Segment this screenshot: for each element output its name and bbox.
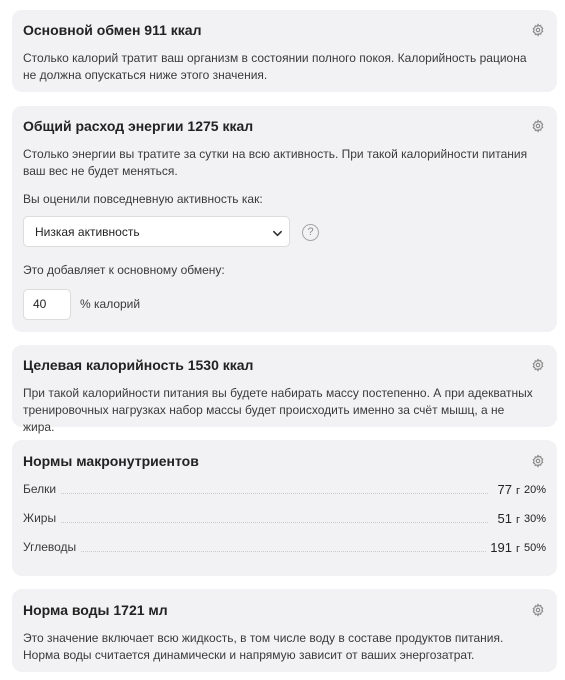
activity-level-value: Низкая активность — [35, 225, 140, 239]
activity-percent-suffix: % калорий — [80, 297, 141, 311]
macro-value: 77 — [497, 482, 512, 497]
help-icon[interactable]: ? — [302, 224, 319, 241]
dotted-leader — [23, 522, 488, 523]
gear-icon[interactable] — [531, 358, 545, 372]
total-energy-description: Столько энергии вы тратите за сутки на всю активность. При такой калорийности питания ваш вес не будет меняться. — [23, 147, 528, 178]
macro-unit: г — [515, 514, 520, 526]
basal-metabolism-description: Столько калорий тратит ваш организм в состоянии полного покоя. Калорийность рациона не должна опускаться ниже этого значения. — [23, 51, 527, 82]
gear-icon[interactable] — [531, 23, 545, 37]
gear-icon[interactable] — [531, 603, 545, 617]
total-energy-title: Общий расход энергии 1275 ккал — [23, 118, 254, 134]
dotted-leader — [23, 493, 488, 494]
macro-unit: г — [515, 543, 520, 555]
activity-percent-input[interactable]: 40 — [23, 289, 71, 320]
macro-name: Жиры — [23, 511, 60, 525]
macro-value: 51 — [497, 511, 512, 526]
gear-icon[interactable] — [531, 119, 545, 133]
macronutrients-card — [12, 440, 557, 576]
macro-amount — [486, 540, 520, 555]
macro-row-carbs — [23, 539, 546, 555]
macro-name: Углеводы — [23, 540, 80, 554]
basal-metabolism-card — [12, 10, 557, 92]
macro-amount — [494, 482, 520, 497]
macro-unit: г — [515, 485, 520, 497]
water-norm-description: Это значение включает всю жидкость, в том числе воду в составе продуктов питания. Норма воды считается динамически и напрямую зависит от ваших энергозатрат. — [23, 631, 504, 662]
total-energy-card — [12, 106, 557, 332]
water-norm-title: Норма воды 1721 мл — [23, 602, 168, 618]
activity-prompt-label: Вы оценили повседневную активность как: — [23, 192, 263, 206]
dotted-leader — [23, 551, 488, 552]
target-calories-card — [12, 345, 557, 434]
macronutrients-title: Нормы макронутриентов — [23, 453, 199, 469]
activity-adds-label: Это добавляет к основному обмену: — [23, 263, 225, 277]
macro-name: Белки — [23, 482, 60, 496]
macro-row-protein — [23, 481, 546, 497]
macro-percent: 50% — [523, 542, 546, 554]
gear-icon[interactable] — [531, 454, 545, 468]
macro-percent: 20% — [523, 484, 546, 496]
target-calories-title: Целевая калорийность 1530 ккал — [23, 357, 254, 373]
basal-metabolism-title: Основной обмен 911 ккал — [23, 22, 202, 38]
macro-percent: 30% — [523, 513, 546, 525]
macro-value: 191 — [490, 540, 512, 555]
macro-row-fat — [23, 510, 546, 526]
activity-level-select[interactable] — [23, 216, 290, 247]
chevron-down-icon — [272, 226, 283, 237]
target-calories-description: При такой калорийности питания вы будете набирать массу постепенно. А при адекватных тренировочных нагрузках набор массы будет происходить именно за счёт мышц, а не жира. — [23, 386, 533, 434]
water-norm-card — [12, 589, 557, 672]
macro-amount — [494, 511, 520, 526]
